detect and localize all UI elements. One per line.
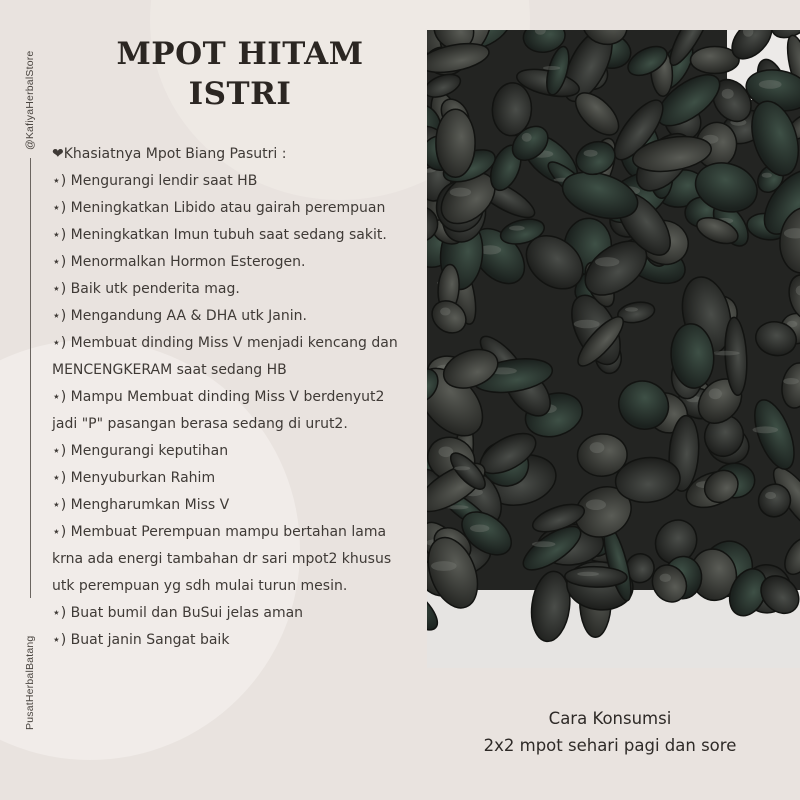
list-item: ⋆) Buat janin Sangat baik	[52, 632, 230, 648]
usage-heading: Cara Konsumsi	[548, 709, 672, 728]
benefits-list	[52, 168, 402, 654]
herb-highlight	[574, 320, 600, 329]
herb-highlight	[625, 307, 638, 311]
herb-photo-art	[427, 30, 800, 668]
herb-photo	[427, 30, 800, 668]
list-item: ⋆) Mengharumkan Miss V	[52, 497, 230, 513]
herb-highlight	[762, 173, 772, 178]
herb-highlight	[722, 89, 734, 99]
herb-highlight	[586, 499, 606, 510]
side-divider-line	[30, 158, 31, 598]
usage-dosage: 2x2 mpot sehari pagi dan sore	[483, 736, 737, 755]
list-item: ⋆) Meningkatkan Imun tubuh saat sedang sakit.	[52, 227, 387, 243]
page-title	[100, 34, 380, 114]
herb-highlight	[509, 226, 525, 231]
herb-highlight	[712, 351, 739, 356]
herb-highlight	[709, 388, 722, 399]
herb-highlight	[759, 80, 782, 89]
herb-highlight	[783, 378, 799, 384]
store-handle-label: @KafiyaHerbalStore	[24, 50, 36, 150]
herb-highlight	[470, 525, 489, 533]
herb-highlight	[543, 66, 560, 70]
list-item: ⋆) Menormalkan Hormon Esterogen.	[52, 254, 306, 270]
herb-highlight	[440, 308, 450, 316]
herb-highlight	[660, 574, 671, 582]
list-item: ⋆) Membuat Perempuan mampu bertahan lama krna ada energi tambahan dr sari mpot2 khusus utk perempuan yg sdh mulai turun mesin.	[52, 524, 392, 594]
title-line-1: MPOT HITAM	[116, 36, 364, 72]
list-item: ⋆) Meningkatkan Libido atau gairah perempuan	[52, 200, 386, 216]
list-item: ⋆) Membuat dinding Miss V menjadi kencang dan MENCENGKERAM saat sedang HB	[52, 335, 398, 378]
herb-highlight	[431, 561, 457, 571]
list-item: ⋆) Buat bumil dan BuSui jelas aman	[52, 605, 304, 621]
herb-highlight	[595, 257, 619, 266]
list-item: ⋆) Menyuburkan Rahim	[52, 470, 216, 486]
herb-highlight	[765, 492, 776, 499]
herb-highlight	[584, 150, 598, 157]
herb-piece	[565, 566, 628, 587]
herb-highlight	[454, 466, 470, 470]
herb-piece	[436, 109, 475, 177]
list-item: ⋆) Mengurangi lendir saat HB	[52, 173, 258, 189]
herb-highlight	[590, 442, 605, 453]
list-item: ⋆) Mengandung AA & DHA utk Janin.	[52, 308, 307, 324]
herb-highlight	[450, 188, 471, 197]
list-item: ⋆) Baik utk penderita mag.	[52, 281, 240, 297]
list-item: ⋆) Mampu Membuat dinding Miss V berdenyut2 jadi "P" pasangan berasa sedang di urut2.	[52, 389, 385, 432]
herb-highlight	[532, 541, 555, 547]
benefits-heading: ❤Khasiatnya Mpot Biang Pasutri :	[52, 146, 287, 162]
herb-highlight	[577, 572, 599, 576]
usage-instructions	[420, 705, 800, 759]
list-item: ⋆) Mengurangi keputihan	[52, 443, 229, 459]
benefits-section	[52, 141, 402, 654]
store-name-label: PusatHerbalBatang	[24, 635, 36, 730]
herb-highlight	[522, 133, 532, 142]
herb-highlight	[753, 426, 779, 433]
title-line-2: ISTRI	[188, 76, 292, 112]
